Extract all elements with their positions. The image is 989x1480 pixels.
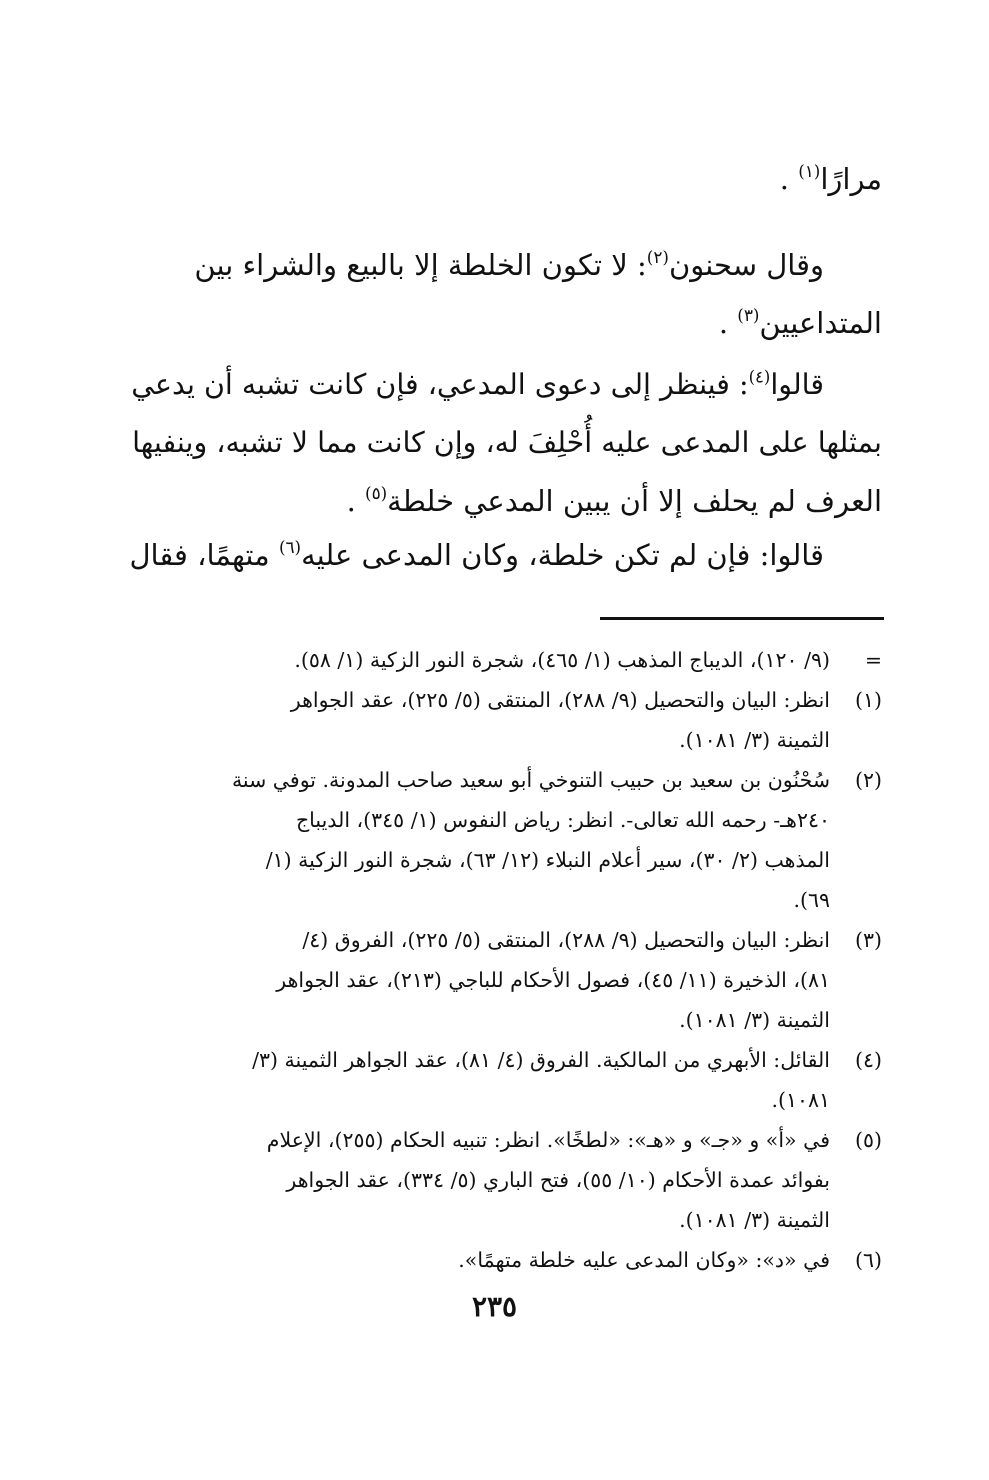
footnote-continuation — [128, 640, 882, 680]
footnote-line: ٨١)، الذخيرة (١١/ ٤٥)، فصول الأحكام للباجي (٢١٣)، عقد الجواهر — [276, 968, 830, 992]
footnote-line: الثمينة (٣/ ١٠٨١). — [679, 728, 830, 752]
footnote-line: الثمينة (٣/ ١٠٨١). — [679, 1208, 830, 1232]
paragraph-1 — [128, 236, 882, 352]
paragraph-0 — [128, 150, 882, 208]
text-line — [128, 472, 882, 530]
text-fragment: . — [346, 484, 356, 518]
footnote-number: (١) — [854, 688, 882, 712]
footnote-3 — [128, 920, 882, 1040]
footnote-4 — [128, 1040, 882, 1120]
footnote-line: في «أ» و «جـ» و «هـ»: «لطخًا». انظر: تنبيه الحكام (٢٥٥)، الإعلام — [266, 1128, 830, 1152]
text-line — [128, 236, 882, 294]
continuation-mark: = — [864, 648, 882, 672]
text-line — [128, 150, 882, 208]
footnote-number: (٦) — [854, 1248, 882, 1272]
text-fragment: مرارًا — [820, 162, 882, 196]
footnote-line: انظر: البيان والتحصيل (٩/ ٢٨٨)، المنتقى (٥/ ٢٢٥)، عقد الجواهر — [290, 688, 830, 712]
text-fragment: العرف لم يحلف إلا أن يبين المدعي خلطة — [387, 484, 882, 518]
footnote-number: (٢) — [854, 768, 882, 792]
text-line — [128, 294, 882, 352]
footnote-1 — [128, 680, 882, 760]
footnote-line: ٦٩). — [793, 888, 830, 912]
footnote-line: (٩/ ١٢٠)، الديباج المذهب (١/ ٤٦٥)، شجرة النور الزكية (١/ ٥٨). — [294, 648, 830, 672]
text-fragment: وقال سحنون — [668, 248, 824, 282]
text-fragment: قالوا: فإن لم تكن خلطة، وكان المدعى عليه — [301, 538, 824, 572]
footnote-line: انظر: البيان والتحصيل (٩/ ٢٨٨)، المنتقى (٥/ ٢٢٥)، الفروق (٤/ — [302, 928, 830, 952]
footnote-line: بفوائد عمدة الأحكام (١٠/ ٥٥)، فتح الباري (٥/ ٣٣٤)، عقد الجواهر — [286, 1168, 830, 1192]
paragraph-3 — [128, 526, 882, 584]
footnote-ref: (١) — [798, 161, 821, 182]
footnote-line: الثمينة (٣/ ١٠٨١). — [679, 1008, 830, 1032]
footnote-ref: (٦) — [278, 537, 302, 558]
text-fragment: قالوا — [770, 368, 824, 401]
text-fragment: : لا تكون الخلطة إلا بالبيع والشراء بين — [194, 248, 647, 282]
footnote-5 — [128, 1120, 882, 1240]
footnote-ref: (٥) — [365, 483, 388, 504]
footnote-ref: (٤) — [748, 367, 771, 387]
text-line — [128, 526, 882, 584]
footnote-number: (٤) — [854, 1048, 882, 1072]
text-fragment: المتداعيين — [759, 306, 882, 340]
footnote-line: المذهب (٢/ ٣٠)، سير أعلام النبلاء (١٢/ ٦٣)، شجرة النور الزكية (١/ — [265, 848, 830, 872]
footnote-line: القائل: الأبهري من المالكية. الفروق (٤/ ٨١)، عقد الجواهر الثمينة (٣/ — [252, 1048, 830, 1072]
text-line — [128, 356, 882, 414]
text-fragment: متهمًا، فقال — [129, 538, 270, 572]
footnote-line: سُحْنُون بن سعيد بن حبيب التنوخي أبو سعيد صاحب المدونة. توفي سنة — [231, 768, 830, 792]
footnote-6 — [128, 1240, 882, 1280]
text-fragment: بمثلها على المدعى عليه أُحْلِفَ له، وإن كانت مما لا تشبه، وينفيها — [132, 426, 882, 459]
footnote-line: ٢٤٠هـ- رحمه الله تعالى-. انظر: رياض النفوس (١/ ٣٤٥)، الديباج — [295, 808, 830, 832]
footnote-line: ١٠٨١). — [771, 1088, 830, 1112]
text-fragment: . — [779, 162, 789, 196]
page-number: ٢٣٥ — [471, 1290, 518, 1323]
footnote-2 — [128, 760, 882, 920]
text-fragment: : فينظر إلى دعوى المدعي، فإن كانت تشبه أن يدعي — [131, 368, 749, 401]
footnote-line: في «د»: «وكان المدعى عليه خلطة متهمًا». — [458, 1248, 830, 1272]
footnote-ref: (٣) — [737, 305, 760, 326]
text-line — [128, 414, 882, 472]
footnote-number: (٥) — [854, 1128, 882, 1152]
footnote-ref: (٢) — [646, 247, 669, 268]
paragraph-2 — [128, 356, 882, 530]
text-fragment: . — [718, 306, 729, 340]
footnote-number: (٣) — [854, 928, 882, 952]
footnote-separator — [600, 617, 884, 620]
